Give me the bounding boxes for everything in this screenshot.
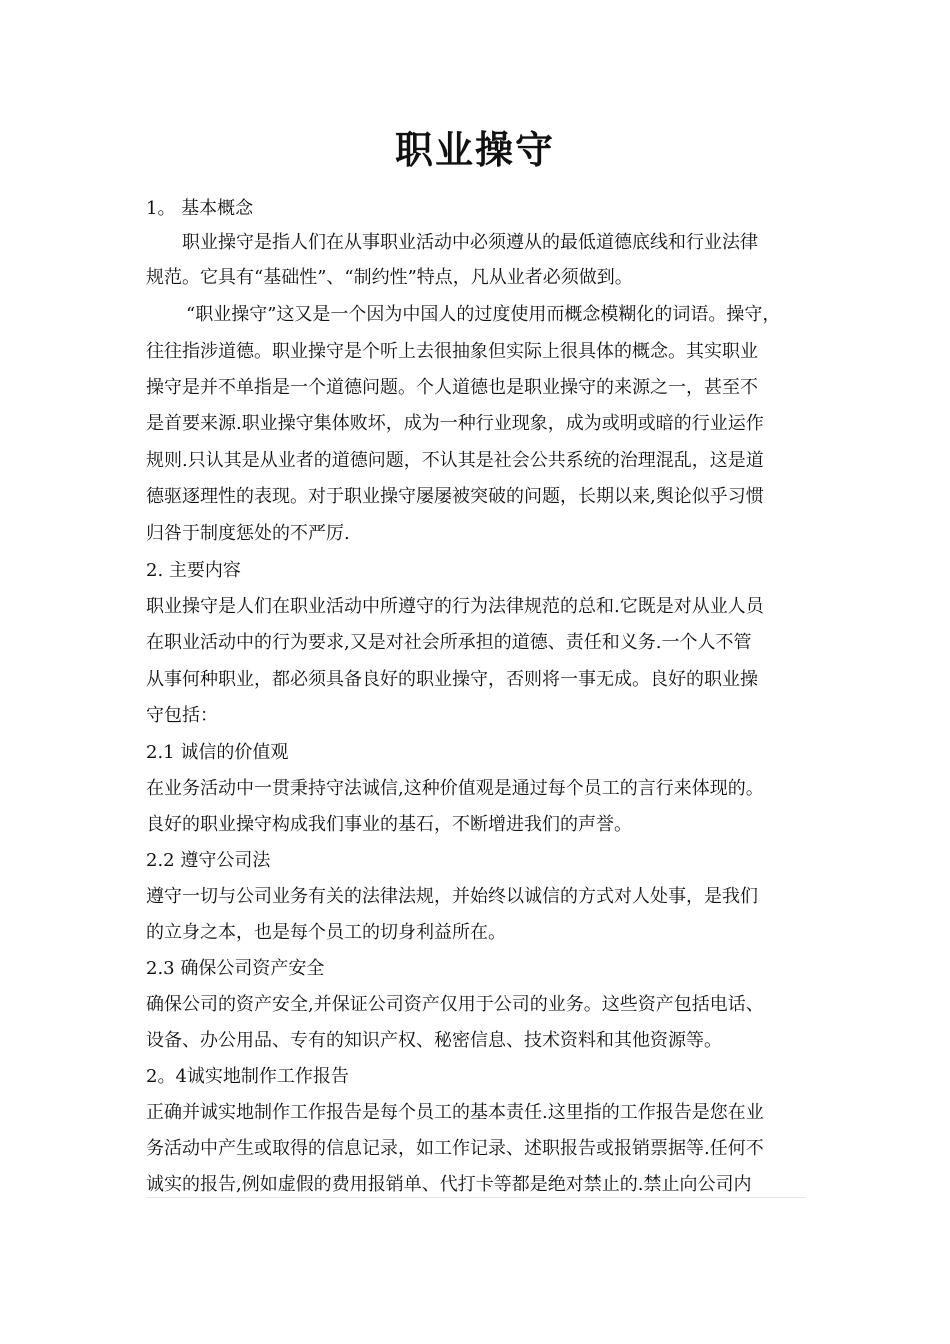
paragraph-line: 德驱逐理性的表现。对于职业操守屡屡被突破的问题，长期以来,舆论似乎习惯 <box>146 486 764 507</box>
paragraph-line: 守包括： <box>146 705 218 726</box>
paragraph-line: 良好的职业操守构成我们事业的基石，不断增进我们的声誉。 <box>146 814 632 835</box>
paragraph-line: 正确并诚实地制作工作报告是每个员工的基本责任.这里指的工作报告是您在业 <box>146 1102 764 1123</box>
heading-basic-concept: 1。 基本概念 <box>146 198 254 219</box>
heading-asset-security: 2.3 确保公司资产安全 <box>146 958 325 979</box>
heading-company-law: 2.2 遵守公司法 <box>146 850 271 871</box>
paragraph-line: 职业操守是指人们在从事职业活动中必须遵从的最低道德底线和行业法律 <box>182 232 758 253</box>
paragraph-line: 诚实的报告,例如虚假的费用报销单、代打卡等都是绝对禁止的.禁止向公司内 <box>146 1174 752 1195</box>
paragraph-line: 从事何种职业，都必须具备良好的职业操守，否则将一事无成。良好的职业操 <box>146 669 758 690</box>
paragraph-line: 在业务活动中一贯秉持守法诚信,这种价值观是通过每个员工的言行来体现的。 <box>146 778 764 799</box>
paragraph-line: 规则.只认其是从业者的道德问题，不认其是社会公共系统的治理混乱，这是道 <box>146 450 764 471</box>
paragraph-line: 是首要来源.职业操守集体败坏，成为一种行业现象，成为或明或暗的行业运作 <box>146 413 764 434</box>
paragraph-line: 务活动中产生或取得的信息记录，如工作记录、述职报告或报销票据等.任何不 <box>146 1138 764 1159</box>
paragraph-line: 的立身之本，也是每个员工的切身利益所在。 <box>146 922 506 943</box>
heading-work-report: 2。4诚实地制作工作报告 <box>146 1066 349 1087</box>
paragraph-line: 往往指涉道德。职业操守是个听上去很抽象但实际上很具体的概念。其实职业 <box>146 341 758 362</box>
paragraph-line: “职业操守”这又是一个因为中国人的过度使用而概念模糊化的词语。操守， <box>186 304 781 325</box>
paragraph-line: 操守是并不单指是一个道德问题。个人道德也是职业操守的来源之一，甚至不 <box>146 377 758 398</box>
heading-main-content: 2. 主要内容 <box>146 560 241 581</box>
paragraph-line: 设备、办公用品、专有的知识产权、秘密信息、技术资料和其他资源等。 <box>146 1030 722 1051</box>
paragraph-line: 遵守一切与公司业务有关的法律法规，并始终以诚信的方式对人处事，是我们 <box>146 886 758 907</box>
document-title: 职业操守 <box>394 128 555 172</box>
paragraph-line: 归咎于制度惩处的不严厉. <box>146 523 350 544</box>
paragraph-line: 在职业活动中的行为要求,又是对社会所承担的道德、责任和义务.一个人不管 <box>146 632 752 653</box>
page-bottom-divider <box>146 1197 806 1198</box>
heading-integrity-values: 2.1 诚信的价值观 <box>146 742 289 763</box>
paragraph-line: 职业操守是人们在职业活动中所遵守的行为法律规范的总和.它既是对从业人员 <box>146 596 764 617</box>
paragraph-line: 规范。它具有“基础性”、“制约性”特点，凡从业者必须做到。 <box>146 267 633 288</box>
paragraph-line: 确保公司的资产安全,并保证公司资产仅用于公司的业务。这些资产包括电话、 <box>146 994 764 1015</box>
